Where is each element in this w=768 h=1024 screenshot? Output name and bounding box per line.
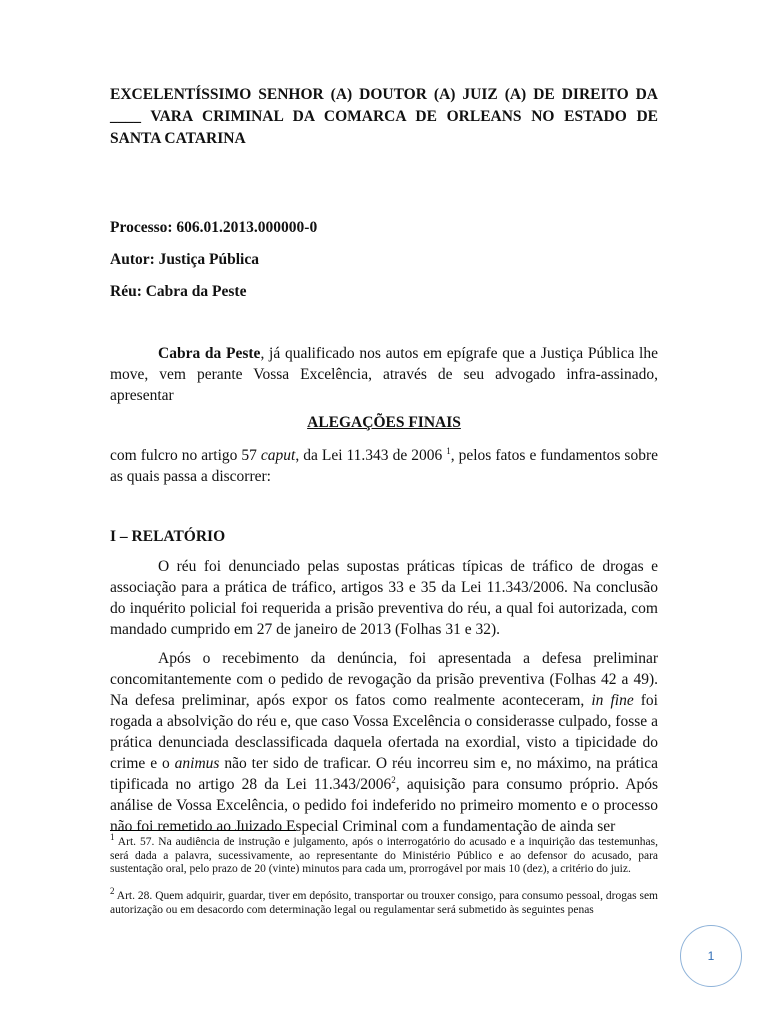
para2-text-c: não ter sido de traficar. O réu incorreu sim e, no máximo, na prática tipificada no artigo 28 da Lei 11.343/2006: [110, 755, 658, 793]
relatorio-paragraph-2: [110, 648, 658, 837]
intro-paragraph: [110, 343, 658, 406]
footnote-2: [110, 886, 658, 917]
section-heading-relatorio: I – RELATÓRIO: [110, 528, 226, 545]
animus-term: animus: [174, 755, 220, 772]
fulcro-text-c: , pelos fatos e fundamentos sobre as quais passa a discorrer:: [110, 447, 658, 485]
relatorio-paragraph-1: O réu foi denunciado pelas supostas práticas típicas de tráfico de drogas e associação para a prática de tráfico, artigos 33 e 35 da Lei 11.343/2006. Na conclusão do inquérito policial foi requerida a prisão preventiva do réu, a qual foi autorizada, com mandado cumprido em 27 de janeiro de 2013 (Folhas 31 e 32).: [110, 558, 658, 638]
in-fine-term: in fine: [591, 692, 634, 709]
autor-line: Autor: Justiça Pública: [110, 251, 259, 268]
defendant-name: Cabra da Peste: [158, 345, 261, 362]
footnote-1: [110, 832, 658, 877]
page-number-badge: [680, 925, 742, 987]
footnote-separator: [110, 830, 296, 831]
fulcro-paragraph: [110, 445, 658, 487]
caput-term: caput: [260, 447, 296, 464]
footnote-1-number: 1: [110, 832, 115, 843]
court-heading: EXCELENTÍSSIMO SENHOR (A) DOUTOR (A) JUIZ (A) DE DIREITO DA ____ VARA CRIMINAL DA COMARCA DE ORLEANS NO ESTADO DE SANTA CATARINA: [110, 86, 658, 147]
intro-text: , já qualificado nos autos em epígrafe que a Justiça Pública lhe move, vem perante Vossa Excelência, através de seu advogado infra-assinado, apresentar: [110, 345, 658, 404]
footnote-ref-2: 2: [391, 774, 396, 785]
fulcro-text-b: , da Lei 11.343 de 2006: [295, 447, 447, 464]
para2-text-d: , aquisição para consumo próprio. Após análise de Vossa Excelência, o pedido foi indeferido no primeiro momento e o processo não foi remetido ao Juizado Especial Criminal com a fundamentação de ainda ser: [110, 776, 658, 835]
footnote-ref-1: 1: [446, 445, 451, 456]
footnote-2-text: Art. 28. Quem adquirir, guardar, tiver em depósito, transportar ou trouxer consigo, para consumo pessoal, drogas sem autorização ou em desacordo com determinação legal ou regulamentar será submetido às seguintes penas: [110, 890, 658, 916]
para2-text-b: foi rogada a absolvição do réu e, que caso Vossa Excelência o considerasse culpado, fosse a prática denunciada desclassificada daquela ofertada na exordial, visto a tipicidade do crime e o: [110, 692, 658, 772]
fulcro-text-a: com fulcro no artigo 57: [110, 447, 261, 464]
document-title: ALEGAÇÕES FINAIS: [307, 414, 461, 431]
processo-line: Processo: 606.01.2013.000000-0: [110, 219, 318, 236]
para2-text-a: Após o recebimento da denúncia, foi apresentada a defesa preliminar concomitantemente com o pedido de revogação da prisão preventiva (Folhas 42 a 49). Na defesa preliminar, após expor os fatos como realmente aconteceram,: [110, 650, 658, 709]
page-number: 1: [707, 949, 715, 963]
footnote-2-number: 2: [110, 886, 115, 897]
footnote-1-text: Art. 57. Na audiência de instrução e julgamento, após o interrogatório do acusado e a inquirição das testemunhas, será dada a palavra, sucessivamente, ao representante do Ministério Público e ao defensor do acusado, para sustentação oral, pelo prazo de 20 (vinte) minutos para cada um, prorrogável por mais 10 (dez), a critério do juiz.: [110, 836, 658, 875]
reu-line: Réu: Cabra da Peste: [110, 283, 247, 300]
